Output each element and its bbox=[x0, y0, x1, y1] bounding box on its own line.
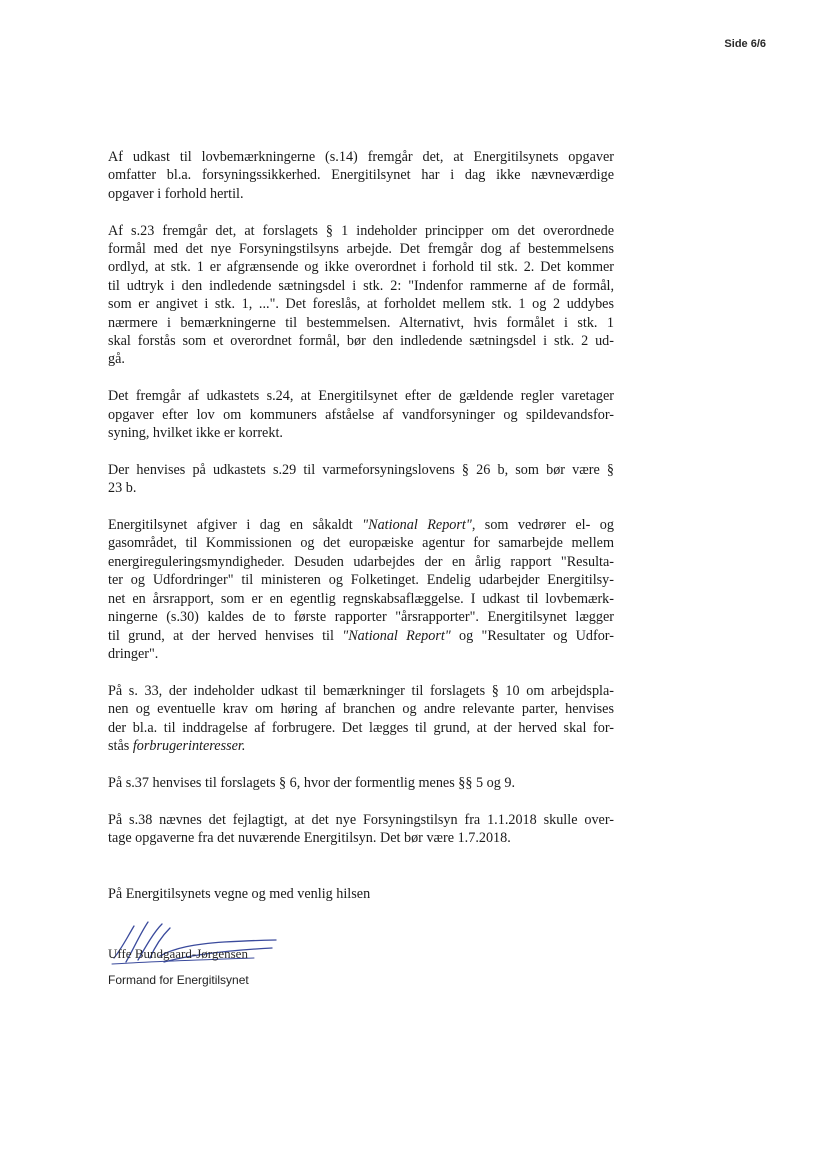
signer-name: Uffe Bundgaard-Jørgensen bbox=[108, 946, 248, 961]
text-line: På s.38 nævnes det fejlagtigt, at det nye Forsyningstilsyn fra 1.1.2018 skulle over- bbox=[108, 811, 614, 828]
text-line: skal forstås som et overordnet formål, bør den indledende sætningsdel i stk. 2 ud- bbox=[108, 333, 614, 350]
text-line: der bl.a. til inddragelse af forbrugere. Det lægges til grund, at der herved skal for- bbox=[108, 719, 614, 736]
text-segment: , som vedrører el- og bbox=[471, 517, 614, 534]
text-line: På s.37 henvises til forslagets § 6, hvor der formentlig menes §§ 5 og 9. bbox=[108, 774, 516, 791]
text-line: opgaver efter lov om kommuners afståelse af vandforsyninger og spildevandsfor- bbox=[108, 406, 614, 423]
closing-salutation: På Energitilsynets vegne og med venlig hilsen bbox=[108, 886, 371, 902]
text-line: syning, hvilket ikke er korrekt. bbox=[108, 425, 283, 442]
text-line: Der henvises på udkastets s.29 til varmeforsyningslovens § 26 b, som bør være § bbox=[108, 461, 614, 478]
page-number: Side 6/6 bbox=[724, 38, 766, 50]
text-line: som er angivet i stk. 1, ...". Det foreslås, at forholdet mellem stk. 1 og 2 uddybes bbox=[108, 296, 614, 313]
text-segment: og "Resultater og Udfor- bbox=[450, 627, 614, 644]
text-line: nærmere i bemærkningerne til bestemmelsen. Alternativt, hvis formålet i stk. 1 bbox=[108, 314, 614, 331]
text-line bbox=[108, 737, 614, 755]
text-line: til udtryk i den indledende sætningsdel i stk. 2: "Indenfor rammerne af de formål, bbox=[108, 277, 614, 294]
text-segment: stås bbox=[108, 737, 133, 754]
text-line: opgaver i forhold hertil. bbox=[108, 185, 244, 202]
text-line: Det fremgår af udkastets s.24, at Energitilsynet efter de gældende regler varetager bbox=[108, 388, 614, 405]
paragraph-national-report bbox=[108, 516, 614, 663]
text-line: Af s.23 fremgår det, at forslagets § 1 indeholder principper om det overordnede bbox=[108, 222, 614, 239]
text-line: omfatter bl.a. forsyningssikkerhed. Energitilsynet har i dag ikke nævneværdige bbox=[108, 167, 614, 184]
text-line: gå. bbox=[108, 351, 125, 368]
italic-term: forbrugerinteresser. bbox=[132, 737, 246, 754]
text-line: energireguleringsmyndigheder. Desuden udarbejdes der en årlig rapport "Resulta- bbox=[108, 553, 614, 570]
paragraph-date-correction bbox=[108, 811, 614, 848]
text-line bbox=[108, 627, 614, 645]
text-line: tage opgaverne fra det nuværende Energitilsyn. Det bør være 1.7.2018. bbox=[108, 829, 511, 846]
text-line: gasområdet, til Kommissionen og det europæiske agentur for samarbejde mellem bbox=[108, 535, 614, 552]
text-line: nen og eventuelle krav om høring af branchen og andre relevante parter, henvises bbox=[108, 701, 614, 718]
text-line: ningerne (s.30) kaldes de to første rapporter "årsrapporter". Energitilsynet lægger bbox=[108, 609, 614, 626]
paragraph-vandforsyning bbox=[108, 387, 614, 442]
italic-term: "National Report" bbox=[362, 517, 472, 534]
italic-term: "National Report" bbox=[342, 627, 451, 644]
signer-title: Formand for Energitilsynet bbox=[108, 973, 249, 987]
signature-block bbox=[104, 918, 304, 978]
text-line: 23 b. bbox=[108, 480, 137, 497]
paragraph-section-6 bbox=[108, 774, 614, 792]
text-line: net en årsrapport, som er en egentlig regnskabsaflæggelse. I udkast til lovbemærk- bbox=[108, 590, 614, 607]
text-line bbox=[108, 516, 614, 534]
text-segment: til grund, at der herved henvises til bbox=[108, 627, 343, 644]
text-line: dringer". bbox=[108, 645, 159, 662]
text-segment: Energitilsynet afgiver i dag en såkaldt bbox=[108, 517, 363, 534]
text-line: Af udkast til lovbemærkningerne (s.14) fremgår det, at Energitilsynets opgaver bbox=[108, 149, 614, 165]
paragraph-section-1 bbox=[108, 222, 614, 369]
paragraph-arbejdsplan bbox=[108, 682, 614, 756]
letter-body bbox=[108, 148, 614, 866]
text-line: På s. 33, der indeholder udkast til bemærkninger til forslagets § 10 om arbejdspla- bbox=[108, 682, 614, 699]
text-line: formål med det nye Forsyningstilsyns arbejde. Det fremgår dog af bestemmelsens bbox=[108, 241, 614, 258]
paragraph-energitilsynet-opgaver bbox=[108, 148, 614, 203]
text-line: ordlyd, at stk. 1 er afgrænsende og ikke overordnet i forhold til stk. 2. Det kommer bbox=[108, 259, 614, 276]
paragraph-varmeforsyning bbox=[108, 461, 614, 498]
text-line: ter og Udfordringer" til ministeren og Folketinget. Endelig udarbejder Energitilsy- bbox=[108, 572, 614, 589]
